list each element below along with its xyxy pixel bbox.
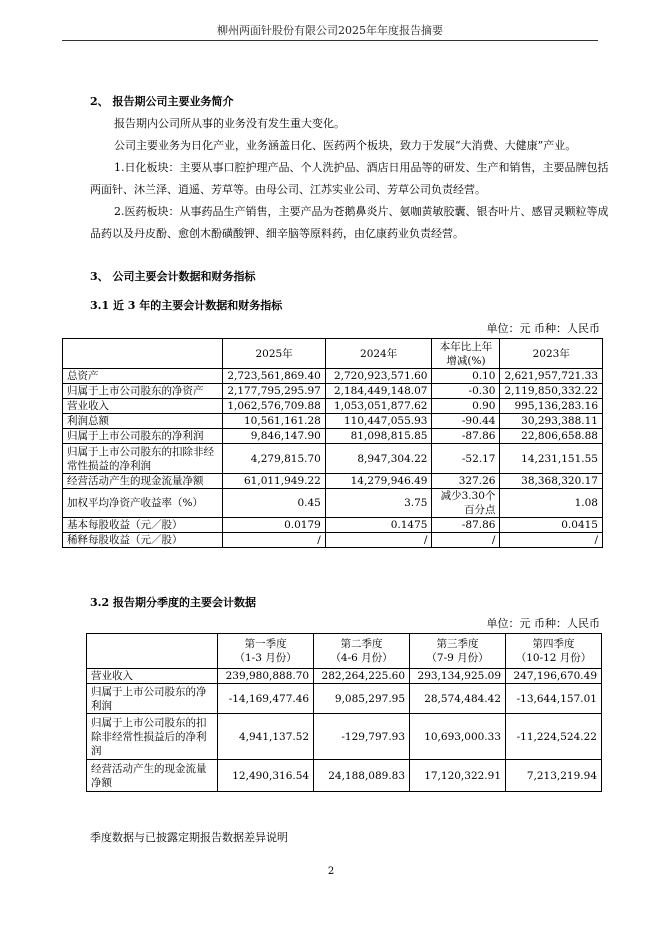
table-cell: 61,011,949.22 (223, 474, 326, 489)
table-cell: 2,723,561,869.40 (223, 369, 326, 384)
table-cell: 2023年 (500, 339, 603, 369)
table-cell: 28,574,484.42 (410, 684, 506, 714)
paragraph: 公司主要业务为日化产业，业务涵盖日化、医药两个板块，致力于发展“大消费、大健康”产业。 (114, 139, 577, 152)
table-cell: 归属于上市公司股东的净资产 (63, 384, 223, 399)
table-cell: 995,136,283.16 (500, 399, 603, 414)
table-row (63, 489, 603, 518)
table-cell: 293,134,925.09 (410, 669, 506, 684)
table-header-row (87, 634, 602, 669)
table-cell: 38,368,320.17 (500, 474, 603, 489)
table-cell: 本年比上年 增减(%) (432, 339, 500, 369)
table-cell: 加权平均净资产收益率（%） (63, 489, 223, 518)
table-row (63, 518, 603, 533)
table-cell: 0.90 (432, 399, 500, 414)
table-cell: 4,941,137.52 (218, 714, 314, 760)
table-cell: 7,213,219.94 (506, 760, 602, 792)
table-cell: 247,196,670.49 (506, 669, 602, 684)
table-cell: 9,085,297.95 (314, 684, 410, 714)
table-cell: -11,224,524.22 (506, 714, 602, 760)
table-row (63, 444, 603, 474)
table-row (87, 714, 602, 760)
table-cell: 1.08 (500, 489, 603, 518)
quarterly-data-table (86, 633, 602, 792)
table-cell: 第二季度 （4-6 月份） (314, 634, 410, 669)
table-cell: 0.1475 (325, 518, 432, 533)
table-cell: -13,644,157.01 (506, 684, 602, 714)
table-cell: 22,806,658.88 (500, 429, 603, 444)
table-cell: 归属于上市公司股东的扣除非经常性损益后的净利润 (87, 714, 218, 760)
table-cell: 239,980,888.70 (218, 669, 314, 684)
table-cell: 营业收入 (63, 399, 223, 414)
table-cell: 2,119,850,332.22 (500, 384, 603, 399)
section-2-title: 2、 报告期公司主要业务简介 (90, 95, 234, 108)
table-cell: 10,561,161.28 (223, 414, 326, 429)
table-cell: 14,279,946.49 (325, 474, 432, 489)
table-cell: 2025年 (223, 339, 326, 369)
table-cell: 4,279,815.70 (223, 444, 326, 474)
table-cell: 8,947,304.22 (325, 444, 432, 474)
table-row (87, 760, 602, 792)
table-cell: -14,169,477.46 (218, 684, 314, 714)
table-cell (63, 339, 223, 369)
table-cell (87, 634, 218, 669)
paragraph: 报告期内公司所从事的业务没有发生重大变化。 (114, 117, 345, 130)
table-cell: 2024年 (325, 339, 432, 369)
table-cell: 基本每股收益（元／股） (63, 518, 223, 533)
table-cell: 总资产 (63, 369, 223, 384)
table-row (63, 384, 603, 399)
table-cell: 归属于上市公司股东的净利润 (87, 684, 218, 714)
table-cell: 利润总额 (63, 414, 223, 429)
table-row (63, 369, 603, 384)
table-cell: 30,293,388.11 (500, 414, 603, 429)
table-row (63, 474, 603, 489)
table-cell: 经营活动产生的现金流量净额 (63, 474, 223, 489)
table-row (63, 429, 603, 444)
table-cell: / (500, 533, 603, 548)
table-cell: 81,098,815.85 (325, 429, 432, 444)
table-row (87, 669, 602, 684)
table-row (63, 533, 603, 548)
table-cell: 归属于上市公司股东的净利润 (63, 429, 223, 444)
table-cell: / (223, 533, 326, 548)
table-cell: 第三季度 （7-9 月份） (410, 634, 506, 669)
table-cell: 24,188,089.83 (314, 760, 410, 792)
table-cell: 营业收入 (87, 669, 218, 684)
paragraph: 2.医药板块：从事药品生产销售，主要产品为苍鹅鼻炎片、氨咖黄敏胶囊、银杏叶片、感冒灵颗粒等成品药以及丹皮酚、愈创木酚磺酸钾、细辛脑等原料药，由亿康药业负责经营。 (90, 205, 609, 240)
table-cell: / (432, 533, 500, 548)
table-cell: 14,231,151.55 (500, 444, 603, 474)
table-cell: 3.75 (325, 489, 432, 518)
table-row (63, 399, 603, 414)
quarterly-note: 季度数据与已披露定期报告数据差异说明 (90, 831, 288, 844)
page-number: 2 (327, 866, 335, 877)
table-cell: 12,490,316.54 (218, 760, 314, 792)
unit-label: 单位：元 币种：人民币 (486, 322, 600, 335)
table-cell: 1,062,576,709.88 (223, 399, 326, 414)
table-header-row (63, 339, 603, 369)
table-cell: 2,184,449,148.07 (325, 384, 432, 399)
subsection-3-1-title: 3.1 近 3 年的主要会计数据和财务指标 (90, 299, 283, 312)
table-cell: 10,693,000.33 (410, 714, 506, 760)
table-cell: -0.30 (432, 384, 500, 399)
table-cell: 1,053,051,877.62 (325, 399, 432, 414)
table-cell: 第四季度 （10-12 月份） (506, 634, 602, 669)
table-cell: 9,846,147.90 (223, 429, 326, 444)
table-cell: 327.26 (432, 474, 500, 489)
table-cell: 经营活动产生的现金流量净额 (87, 760, 218, 792)
table-cell: / (325, 533, 432, 548)
table-row (63, 414, 603, 429)
page-header: 柳州两面针股份有限公司2025年年度报告摘要 (217, 24, 443, 37)
financial-indicators-table (62, 338, 603, 548)
table-cell: 17,120,322.91 (410, 760, 506, 792)
subsection-3-2-title: 3.2 报告期分季度的主要会计数据 (90, 596, 256, 609)
section-3-title: 3、 公司主要会计数据和财务指标 (90, 270, 256, 283)
paragraph: 1.日化板块：主要从事口腔护理产品、个人洗护品、酒店日用品等的研发、生产和销售，主要品牌包括两面针、沐兰泽、逍遥、芳草等。由母公司、江苏实业公司、芳草公司负责经营。 (90, 161, 609, 196)
table-cell: 2,177,795,295.97 (223, 384, 326, 399)
table-cell: 110,447,055.93 (325, 414, 432, 429)
table-cell: 0.45 (223, 489, 326, 518)
table-cell: -129,797.93 (314, 714, 410, 760)
table-row (87, 684, 602, 714)
table-cell: -90.44 (432, 414, 500, 429)
table-cell: -52.17 (432, 444, 500, 474)
table-cell: -87.86 (432, 518, 500, 533)
table-cell: 0.10 (432, 369, 500, 384)
table-cell: 2,720,923,571.60 (325, 369, 432, 384)
table-cell: 第一季度 （1-3 月份） (218, 634, 314, 669)
table-cell: 0.0415 (500, 518, 603, 533)
unit-label: 单位：元 币种：人民币 (486, 617, 600, 630)
header-divider (62, 40, 598, 41)
table-cell: -87.86 (432, 429, 500, 444)
table-cell: 稀释每股收益（元／股） (63, 533, 223, 548)
table-cell: 归属于上市公司股东的扣除非经常性损益的净利润 (63, 444, 223, 474)
table-cell: 0.0179 (223, 518, 326, 533)
table-cell: 减少3.30个百分点 (432, 489, 500, 518)
table-cell: 2,621,957,721.33 (500, 369, 603, 384)
table-cell: 282,264,225.60 (314, 669, 410, 684)
